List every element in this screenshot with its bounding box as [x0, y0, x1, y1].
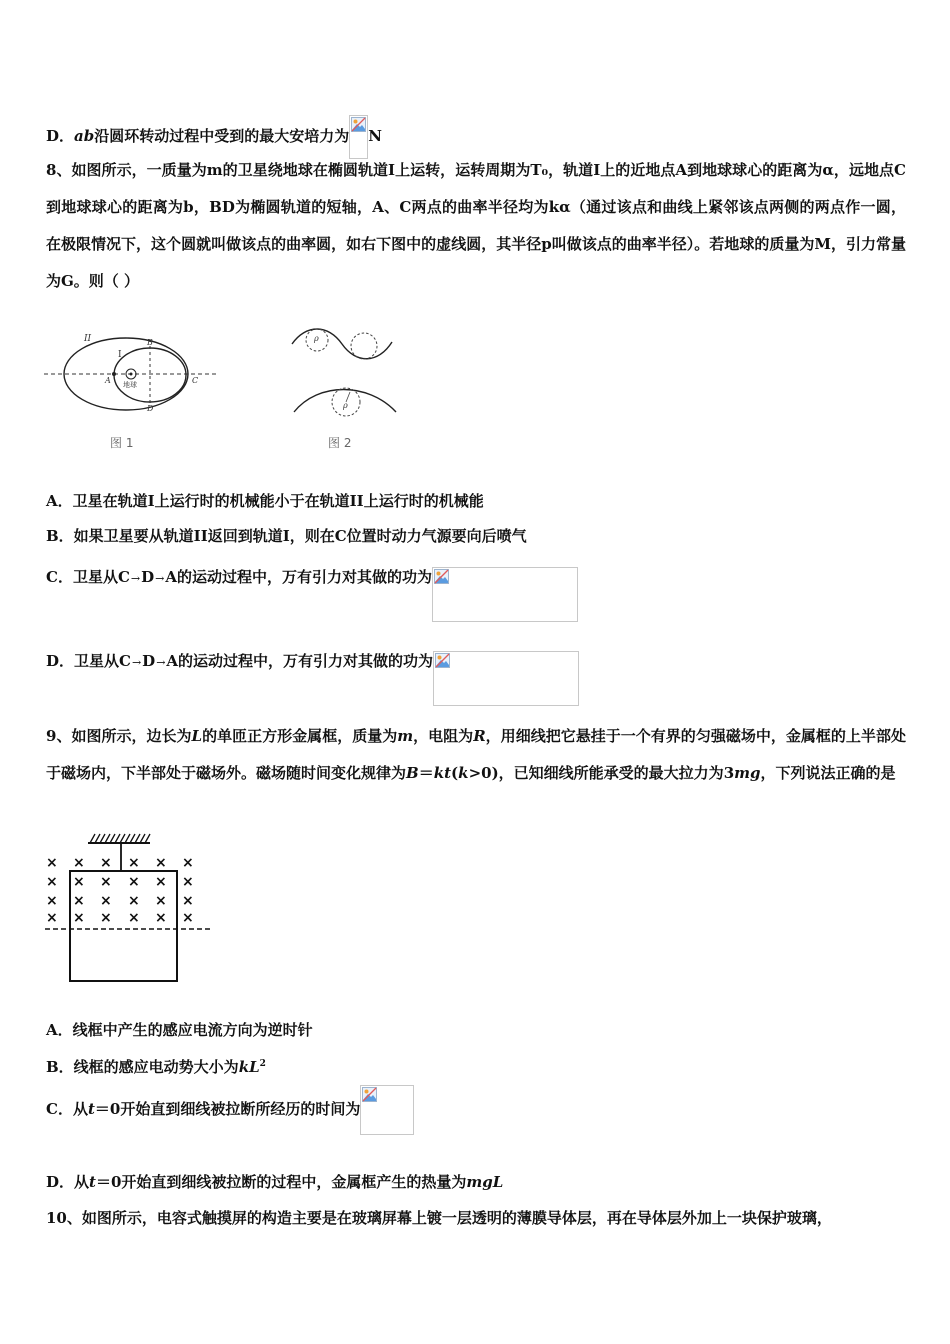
hatch-stroke	[115, 834, 120, 843]
field-cross-mark: ×	[73, 855, 85, 871]
svg-text:ρ: ρ	[343, 401, 348, 410]
hatch-stroke	[125, 834, 130, 843]
figure-1-caption: 图 1	[110, 436, 134, 450]
q8-option-c: C．卫星从C→D→A的运动过程中，万有引力对其做的功为	[46, 567, 578, 622]
var-ab: ab	[74, 127, 95, 145]
q9-option-c: C．从t＝0开始直到细线被拉断所经历的时间为	[46, 1085, 414, 1135]
label-d: D	[147, 404, 154, 413]
field-cross-mark: ×	[155, 855, 167, 871]
hatch-stroke	[145, 834, 150, 843]
hatch-stroke	[140, 834, 145, 843]
magnetic-field-marks	[46, 855, 194, 926]
magnetic-field-figure	[40, 830, 215, 990]
q8-option-d: D．卫星从C→D→A的运动过程中，万有引力对其做的功为	[46, 651, 579, 706]
q9-stem: 9、如图所示，边长为L的单匝正方形金属框，质量为m，电阻为R，用细线把它悬挂于一个有界的匀强磁场中，金属框的上半部处于磁场内，下半部处于磁场外。磁场随时间变化规律为B＝kt(k>0)，已知细线所能承受的最大拉力为3mg，下列说法正确的是	[46, 727, 906, 782]
hatch-stroke	[100, 834, 105, 843]
q9-option-a: A．线框中产生的感应电流方向为逆时针	[46, 1021, 313, 1039]
point-a-dot	[112, 372, 116, 376]
field-cross-mark: ×	[73, 874, 85, 890]
hatch-stroke	[90, 834, 95, 843]
field-cross-mark: ×	[73, 893, 85, 909]
q10-stem: 10、如图所示，电容式触摸屏的构造主要是在玻璃屏幕上镀一层透明的薄膜导体层，再在导体层外加上一块保护玻璃，	[46, 1209, 832, 1227]
q7-option-d: D．ab沿圆环转动过程中受到的最大安培力为 N	[46, 115, 382, 159]
field-cross-mark: ×	[46, 910, 58, 926]
q8-option-a: A．卫星在轨道I上运行时的机械能小于在轨道II上运行时的机械能	[46, 492, 484, 510]
broken-image-icon	[435, 653, 450, 668]
field-cross-mark: ×	[155, 893, 167, 909]
hatch-stroke	[135, 834, 140, 843]
curvature-circle-trough	[351, 333, 377, 359]
broken-image-icon	[362, 1087, 377, 1102]
broken-image-icon	[351, 117, 366, 132]
field-cross-mark: ×	[46, 893, 58, 909]
field-cross-mark: ×	[100, 874, 112, 890]
field-cross-mark: ×	[182, 855, 194, 871]
broken-image-icon	[434, 569, 449, 584]
q8-stem: 8、如图所示，一质量为m的卫星绕地球在椭圆轨道I上运转，运转周期为T₀，轨道I上的近地点A到地球球心的距离为α，远地点C到地球球心的距离为b，BD为椭圆轨道的短轴，A、C两点的曲率半径均为kα（通过该点和曲线上紧邻该点两侧的两点作一圆，在极限情况下，这个圆就叫做该点的曲率圆，如右下图中的虚线圆，其半径p叫做该点的曲率半径）。若地球的质量为M，引力常量为G。则（ ）	[46, 161, 906, 290]
orbit-figure-1	[42, 325, 222, 455]
formula-image	[360, 1085, 414, 1135]
ceiling-hatch	[90, 834, 150, 843]
q8-option-b: B．如果卫星要从轨道II返回到轨道I，则在C位置时动力气源要向后喷气	[46, 527, 527, 545]
field-cross-mark: ×	[46, 874, 58, 890]
field-cross-mark: ×	[128, 855, 140, 871]
label-a: A	[105, 376, 111, 385]
field-cross-mark: ×	[100, 910, 112, 926]
figure-2-caption: 图 2	[328, 436, 352, 450]
curvature-figure-2	[288, 322, 408, 457]
hatch-stroke	[130, 834, 135, 843]
field-cross-mark: ×	[100, 855, 112, 871]
field-cross-mark: ×	[128, 893, 140, 909]
field-cross-mark: ×	[46, 855, 58, 871]
field-cross-mark: ×	[73, 910, 85, 926]
label-orbit-i: I	[118, 350, 122, 360]
formula-image	[432, 567, 578, 622]
q9-option-d: D．从t＝0开始直到细线被拉断的过程中，金属框产生的热量为mgL	[46, 1173, 504, 1191]
field-cross-mark: ×	[182, 893, 194, 909]
svg-text:ρ: ρ	[314, 334, 319, 343]
orbit-i-ellipse	[114, 348, 186, 402]
hatch-stroke	[110, 834, 115, 843]
hatch-stroke	[120, 834, 125, 843]
label-c: C	[192, 376, 199, 385]
label-orbit-ii: II	[84, 334, 92, 344]
label-earth: 地球	[123, 381, 137, 389]
formula-image	[433, 651, 579, 706]
field-cross-mark: ×	[182, 874, 194, 890]
field-cross-mark: ×	[182, 910, 194, 926]
field-cross-mark: ×	[100, 893, 112, 909]
field-cross-mark: ×	[155, 874, 167, 890]
hatch-stroke	[95, 834, 100, 843]
q9-option-b: B．线框的感应电动势大小为$kL^2$	[46, 1058, 266, 1076]
field-cross-mark: ×	[128, 874, 140, 890]
label-b: B	[147, 338, 153, 347]
hatch-stroke	[105, 834, 110, 843]
field-cross-mark: ×	[155, 910, 167, 926]
field-cross-mark: ×	[128, 910, 140, 926]
